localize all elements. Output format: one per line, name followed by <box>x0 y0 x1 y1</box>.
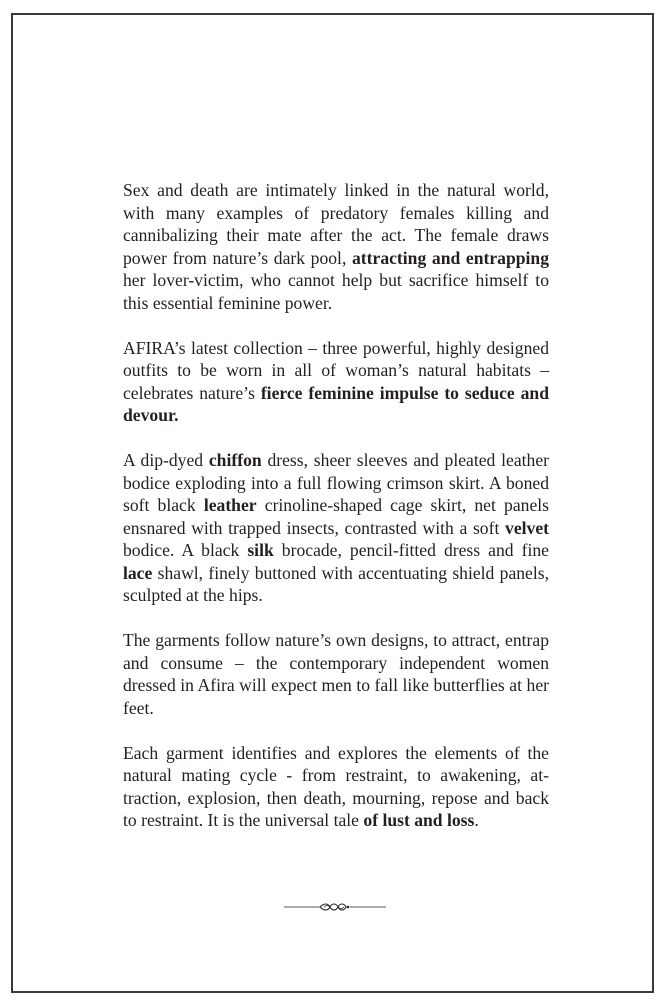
paragraph-text: her lover-victim, who cannot help but sacrifice himself to this essential feminine power. <box>123 270 549 313</box>
paragraph-text: dress, sheer sleeves and pleated leather bodice exploding into a full flowing crimson skirt. A boned soft black <box>123 450 549 515</box>
paragraph-text: A dip-dyed <box>123 450 209 470</box>
paragraph-text: shawl, finely buttoned with accentuating shield panels, sculpted at the hips. <box>123 562 549 605</box>
flourish-divider-icon <box>284 897 386 917</box>
paragraph <box>123 179 549 314</box>
paragraph-text: The garments follow nature’s own designs, to attract, entrap and consume – the contemporary independent women dressed in Afira will expect men to fall like butterflies at her feet. <box>123 630 549 718</box>
emphasis-text: silk <box>247 540 274 560</box>
paragraph <box>123 449 549 607</box>
paragraph <box>123 629 549 719</box>
paragraph-text: brocade, pencil-fitted dress and fine <box>273 540 549 560</box>
paragraph <box>123 742 549 832</box>
paragraph-text: . <box>474 810 479 830</box>
paragraph-text: Sex and death are intimately linked in the natural world, with many examples of predatory females killing and cannibalizing their mate after the act. The female draws power from nature’s dark pool, <box>123 180 549 268</box>
body-text <box>123 179 549 854</box>
paragraph-text: crinoline-shaped cage skirt, net panels ensnared with trapped insects, contrasted with a soft <box>123 495 549 538</box>
emphasis-text: lace <box>123 562 153 583</box>
paragraph-text: Each garment identifies and explores the elements of the natural mating cycle - from restraint, to awakening, attraction, explosion, then death, mourning, repose and back to restraint. It is the universal tale <box>123 742 549 830</box>
paragraph-text: bodice. A black <box>123 540 248 560</box>
emphasis-text: leather <box>203 495 257 515</box>
emphasis-text: velvet <box>505 517 549 538</box>
emphasis-text: fierce feminine impulse to seduce and devour. <box>123 382 549 425</box>
emphasis-text: chiffon <box>208 450 262 470</box>
emphasis-text: of lust and loss <box>363 810 475 830</box>
paragraph <box>123 337 549 427</box>
emphasis-text: attracting and entrapping <box>352 247 549 268</box>
paragraph-text: AFIRA’s latest collection – three powerful, highly designed outfits to be worn in all of woman’s natural habitats – celebrates nature’s <box>123 337 549 403</box>
